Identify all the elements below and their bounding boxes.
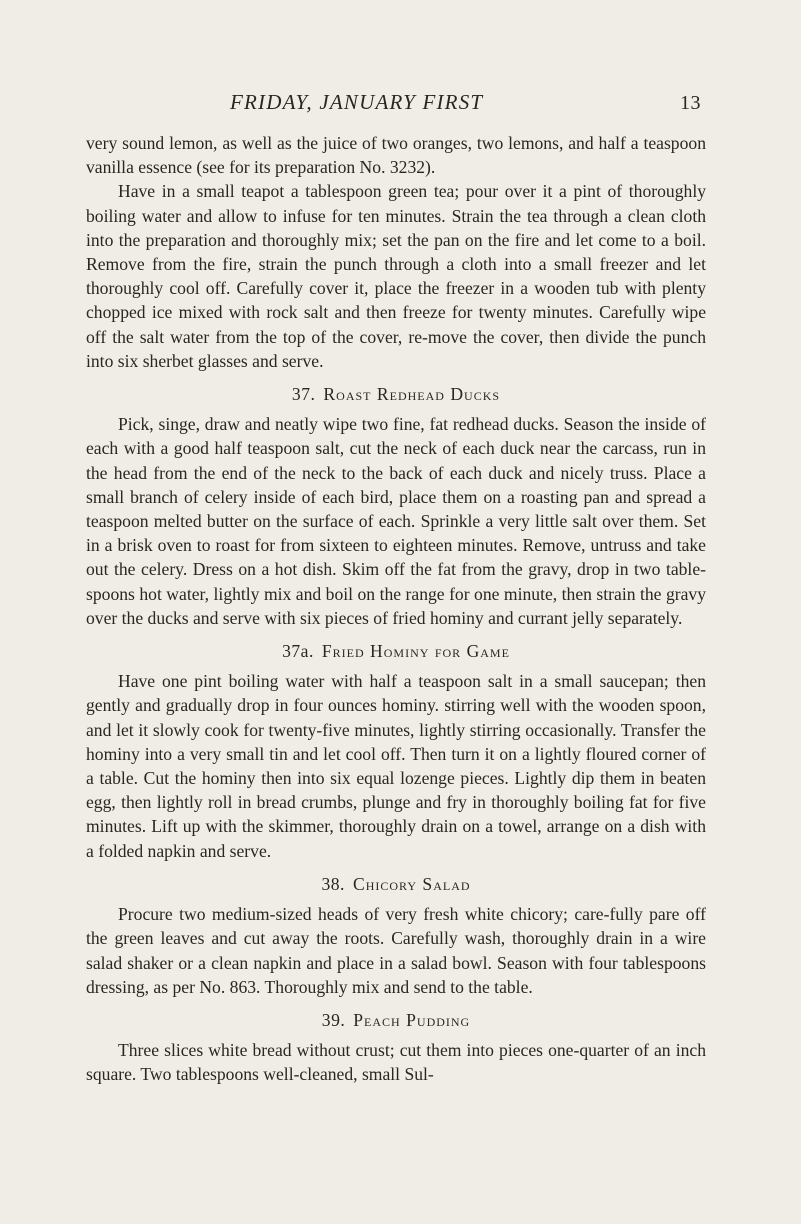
recipe-heading-roast-redhead-ducks [86, 382, 706, 406]
page-number: 13 [680, 92, 701, 114]
recipe-number: 38. [321, 873, 345, 894]
recipe-number: 37. [291, 384, 316, 405]
recipe-text-fried-hominy: Have one pint boiling water with half a teaspoon salt in a small saucepan; then gently and gradually drop in four ounces hominy. stirring well with the wooden spoon, and let it slowly cook for twenty-five minutes, lightly stirring occasionally. Transfer the hominy into a very small tin and let cool off. Then turn it on a lightly floured corner of a table. Cut the hominy then into six equal lozenge pieces. Lightly dip them in beaten egg, then lightly roll in bread crumbs, plunge and fry in thoroughly boiling fat for five minutes. Lift up with the skimmer, thoroughly drain on a towel, arrange on a dish with a folded napkin and serve. [86, 671, 706, 861]
recipe-title: Roast Redhead Ducks [323, 384, 501, 405]
recipe-text-peach-pudding: Three slices white bread without crust; cut them into pieces one-quarter of an inch square. Two tablespoons well-cleaned, small Sul- [86, 1040, 706, 1085]
running-title: FRIDAY, JANUARY FIRST [230, 90, 484, 114]
recipe-title: Chicory Salad [352, 873, 471, 894]
recipe-text-roast-redhead-ducks: Pick, singe, draw and neatly wipe two fine, fat redhead ducks. Season the inside of each with a good half teaspoon salt, cut the neck of each duck near the carcass, run in the head from the end of the neck to the back of each duck and nicely truss. Place a small branch of celery inside of each bird, place them on a roasting pan and spread a teaspoon melted butter on the surface of each. Sprinkle a very little salt over them. Set in a brisk oven to roast for from sixteen to eighteen minutes. Remove, untruss and take out the celery. Dress on a hot dish. Skim off the fat from the gravy, drop in two table-spoons hot water, lightly mix and boil on the range for one minute, then strain the gravy over the ducks and serve with six pieces of fried hominy and currant jelly separately. [86, 414, 706, 628]
recipe-number: 39. [321, 1009, 346, 1030]
running-head [0, 90, 801, 120]
recipe-heading-fried-hominy [86, 639, 706, 663]
page-body [86, 131, 706, 1087]
intro-paragraph-continued: very sound lemon, as well as the juice of two oranges, two lemons, and half a teaspoon vanilla essence (see for its preparation No. 3232). [86, 133, 706, 178]
recipe-title: Fried Hominy for Game [321, 641, 510, 662]
recipe-title: Peach Pudding [353, 1009, 471, 1030]
intro-paragraph: Have in a small teapot a tablespoon green tea; pour over it a pint of thoroughly boiling water and allow to infuse for ten minutes. Strain the tea through a clean cloth into the preparation and thoroughly mix; set the pan on the fire and let come to a boil. Remove from the fire, strain the punch through a cloth into a small freezer and let thoroughly cool off. Carefully cover it, place the freezer in a wooden tub with plenty chopped ice mixed with rock salt and then freeze for twenty minutes. Carefully wipe off the salt water from the top of the cover, re-move the cover, then divide the punch into six sherbet glasses and serve. [86, 181, 706, 371]
recipe-number: 37a. [282, 641, 314, 662]
recipe-heading-chicory-salad [86, 872, 706, 896]
recipe-heading-peach-pudding [86, 1008, 706, 1032]
recipe-text-chicory-salad: Procure two medium-sized heads of very fresh white chicory; care-fully pare off the green leaves and cut away the roots. Carefully wash, thoroughly drain in a wire salad shaker or a clean napkin and place in a salad bowl. Season with four tablespoons dressing, as per No. 863. Thoroughly mix and send to the table. [86, 904, 706, 997]
